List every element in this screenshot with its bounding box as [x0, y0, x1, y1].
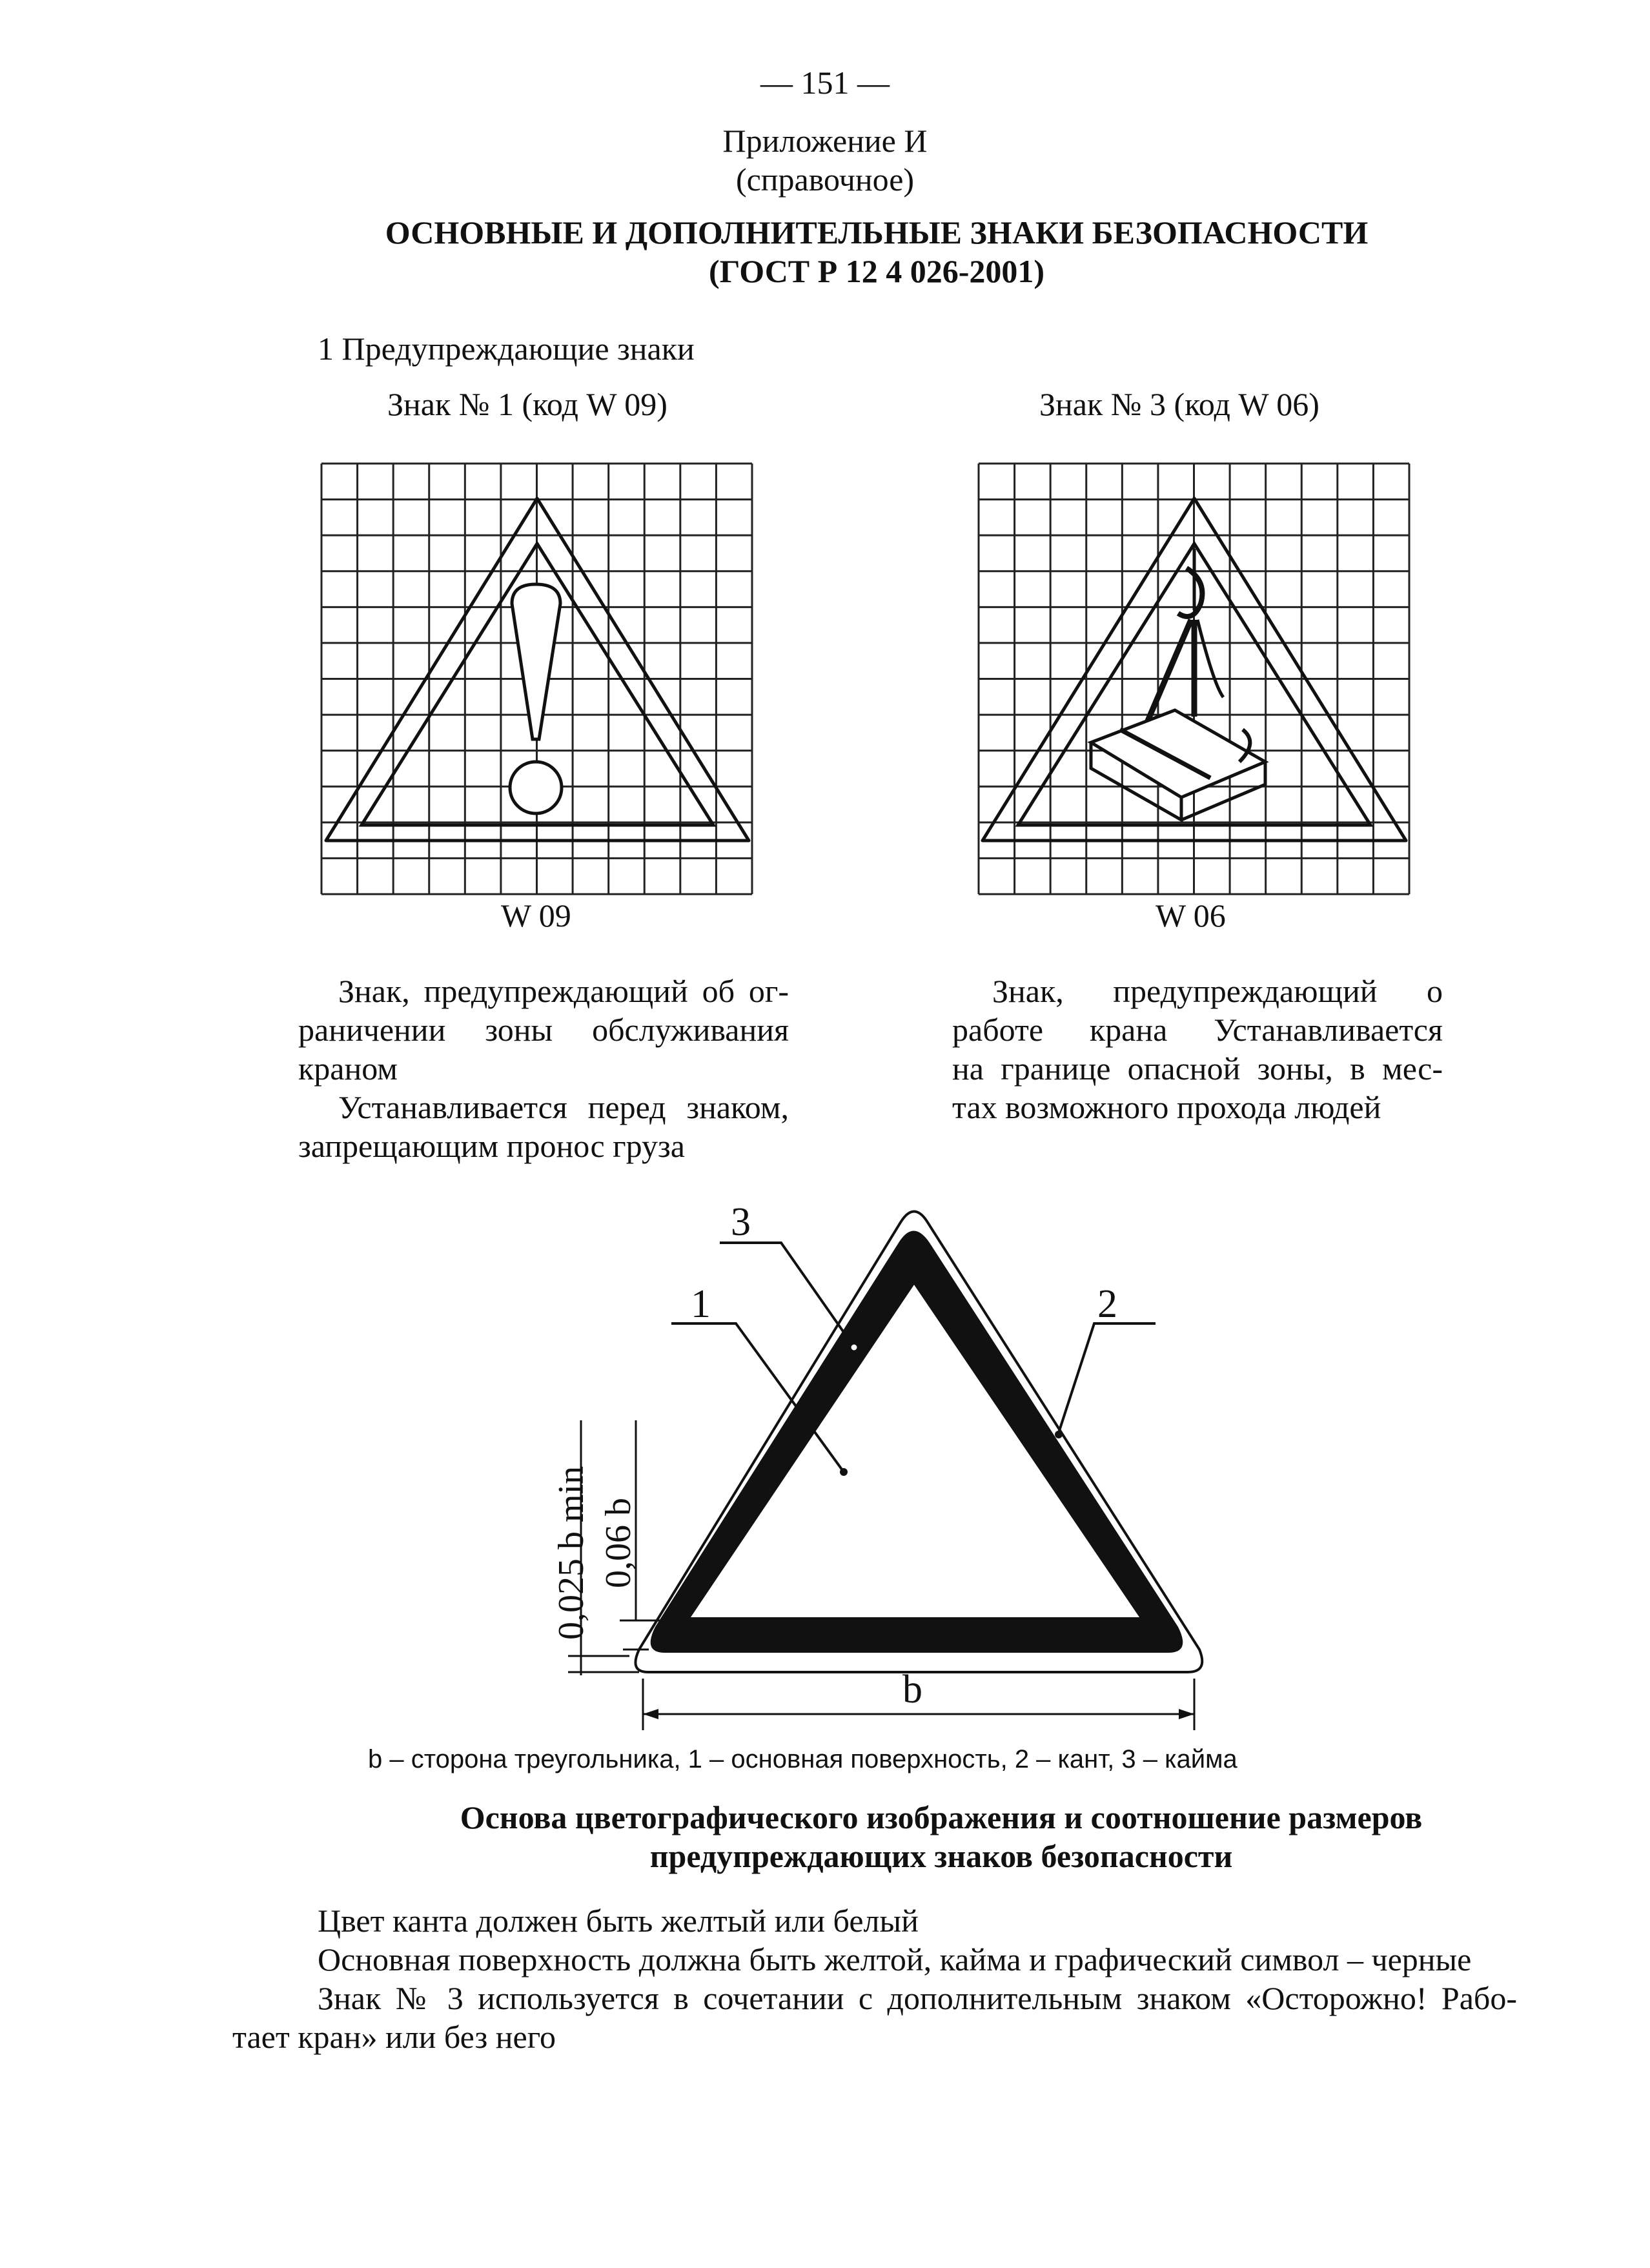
sign1-title: Знак № 1 (код W 09): [387, 386, 667, 422]
sign1-note-line2: запрещающим пронос груза: [298, 1128, 685, 1164]
sign1-note-line1: Устанавливается перед знаком,: [338, 1089, 789, 1125]
sign1-desc-line1: Знак, предупреждающий об ог-: [338, 973, 789, 1009]
sign1-desc-line2: раничении зоны обслуживания: [298, 1012, 789, 1048]
body-paragraph-3-line2: тает кран» или без него: [232, 2019, 556, 2055]
dimension-outer-label: 0,025 b min: [551, 1466, 591, 1640]
sign3-desc-line1: Знак, предупреждающий о: [992, 973, 1443, 1009]
dimension-inner-label: 0,06 b: [598, 1498, 638, 1588]
leader-2: [1057, 1323, 1156, 1436]
section-title: 1 Предупреждающие знаки: [318, 331, 695, 367]
sign3-code: W 06: [1156, 897, 1226, 934]
sign1-code: W 09: [501, 897, 571, 934]
body-paragraph-2: Основная поверхность должна быть желтой, кайма и графический символ – черные: [318, 1941, 1472, 1977]
sign3-desc-line3: на границе опасной зоны, в мес-: [952, 1050, 1443, 1087]
sign3-desc-line4: тах возможного прохода людей: [952, 1089, 1381, 1125]
appendix-subtitle: (справочное): [735, 161, 915, 198]
subheading-line2: предупреждающих знаков безопасности: [649, 1838, 1233, 1874]
sign1-desc-line3: краном: [298, 1050, 398, 1087]
sign3-desc-line2: работе крана Устанавливается: [952, 1012, 1443, 1048]
body-paragraph-3: [232, 1979, 1517, 2056]
label-2: 2: [1097, 1282, 1117, 1326]
main-heading-line2: (ГОСТ Р 12 4 026-2001): [708, 253, 1045, 289]
main-heading-line1: ОСНОВНЫЕ И ДОПОЛНИТЕЛЬНЫЕ ЗНАКИ БЕЗОПАСНОСТИ: [385, 214, 1369, 250]
label-3: 3: [731, 1200, 751, 1244]
label-1: 1: [691, 1282, 711, 1326]
diagram-caption: b – сторона треугольника, 1 – основная поверхность, 2 – кант, 3 – кайма: [368, 1745, 1238, 1773]
label-b: b: [902, 1668, 922, 1711]
subheading-line1: Основа цветографического изображения и соотношение размеров: [460, 1799, 1423, 1835]
body-paragraph-1: Цвет канта должен быть желтый или белый: [318, 1903, 919, 1939]
body-paragraph-3-line1: Знак № 3 используется в сочетании с дополнительным знаком «Осторожно! Рабо-: [318, 1980, 1517, 2016]
appendix-title: Приложение И: [722, 123, 928, 159]
page-number: — 151 —: [760, 65, 890, 101]
sign3-title: Знак № 3 (код W 06): [1039, 386, 1319, 422]
